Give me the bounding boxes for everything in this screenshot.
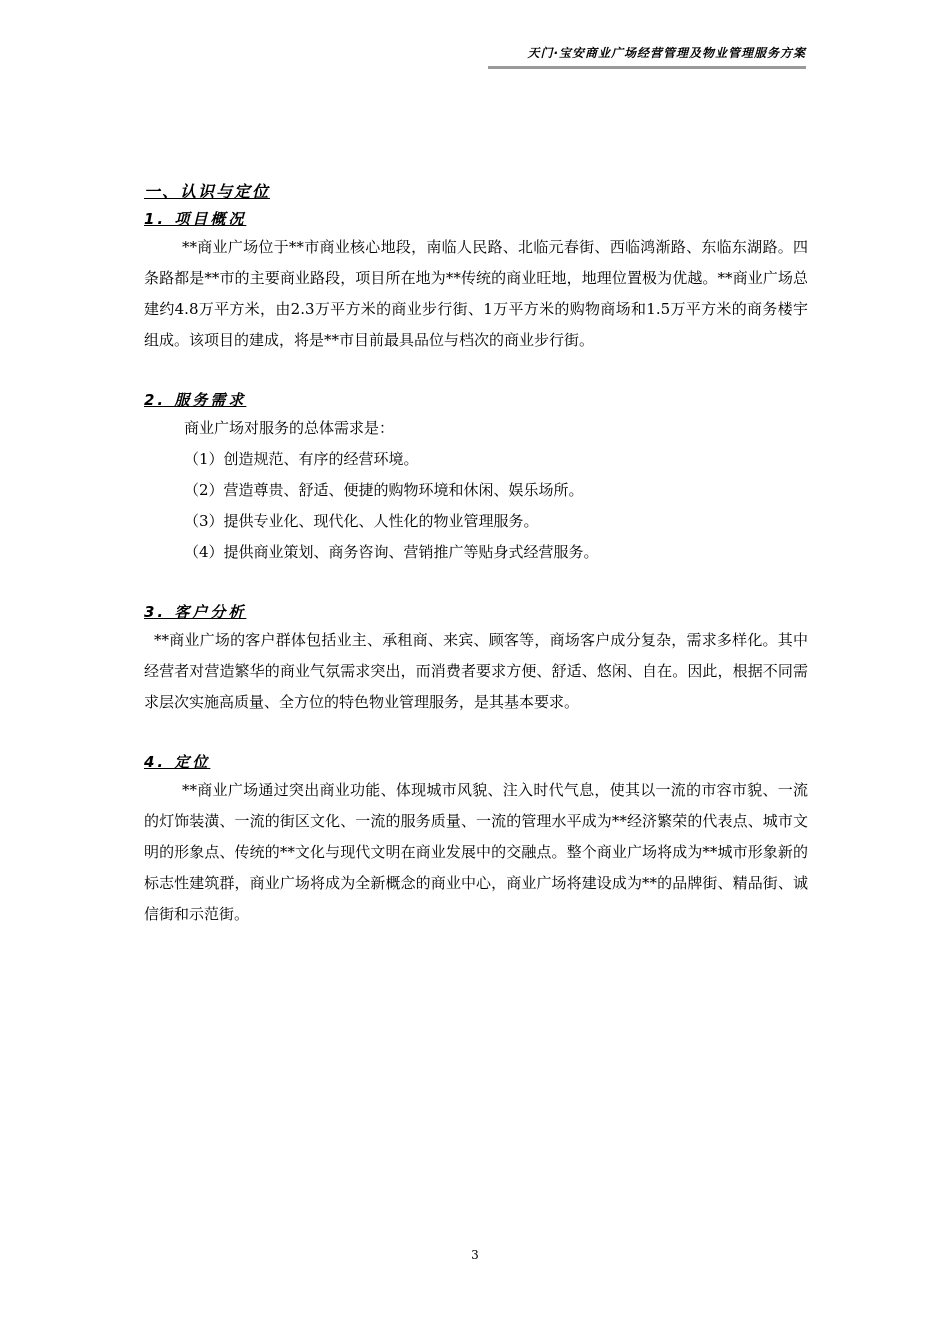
spacer xyxy=(144,568,808,599)
spacer xyxy=(144,718,808,749)
service-needs-item-3: （3）提供专业化、现代化、人性化的物业管理服务。 xyxy=(184,512,539,530)
subsection-title-project-overview: 1. 项目概况 xyxy=(144,210,247,228)
service-needs-item-4: （4）提供商业策划、商务咨询、营销推广等贴身式经营服务。 xyxy=(184,543,599,561)
subsection-title-positioning: 4. 定位 xyxy=(144,753,211,771)
page-number: 3 xyxy=(471,1248,479,1262)
spacer xyxy=(144,356,808,387)
subsection-title-service-needs: 2. 服务需求 xyxy=(144,391,247,409)
customer-analysis-paragraph: **商业广场的客户群体包括业主、承租商、来宾、顾客等，商场客户成分复杂，需求多样化。其中经营者对营造繁华的商业气氛需求突出，而消费者要求方便、舒适、悠闲、自在。因此，根据不同需求层次实施高质量、全方位的特色物业管理服务，是其基本要求。 xyxy=(144,631,808,711)
subsection-title-customer-analysis: 3. 客户分析 xyxy=(144,603,247,621)
service-needs-item-1: （1）创造规范、有序的经营环境。 xyxy=(184,450,419,468)
service-needs-item-2: （2）营造尊贵、舒适、便捷的购物环境和休闲、娱乐场所。 xyxy=(184,481,584,499)
positioning-paragraph: **商业广场通过突出商业功能、体现城市风貌、注入时代气息，使其以一流的市容市貌、一流的灯饰装潢、一流的街区文化、一流的服务质量、一流的管理水平成为**经济繁荣的代表点、城市文明的形象点、传统的**文化与现代文明在商业发展中的交融点。整个商业广场将成为**城市形象新的标志性建筑群，商业广场将成为全新概念的商业中心，商业广场将建设成为**的品牌街、精品街、诚信街和示范街。 xyxy=(144,781,808,923)
section-title: 一、认识与定位 xyxy=(144,182,271,201)
header-title: 天门·宝安商业广场经营管理及物业管理服务方案 xyxy=(527,46,806,60)
service-needs-intro: 商业广场对服务的总体需求是： xyxy=(184,419,395,437)
project-overview-paragraph: **商业广场位于**市商业核心地段，南临人民路、北临元春街、西临鸿渐路、东临东湖路。四条路都是**市的主要商业路段，项目所在地为**传统的商业旺地，地理位置极为优越。**商业广场总建约4.8万平方米，由2.3万平方米的商业步行街、1万平方米的购物商场和1.5万平方米的商务楼宇组成。该项目的建成，将是**市目前最具品位与档次的商业步行街。 xyxy=(144,238,808,349)
header-rule xyxy=(488,66,806,69)
document-body xyxy=(144,178,808,930)
page-header xyxy=(488,44,806,68)
